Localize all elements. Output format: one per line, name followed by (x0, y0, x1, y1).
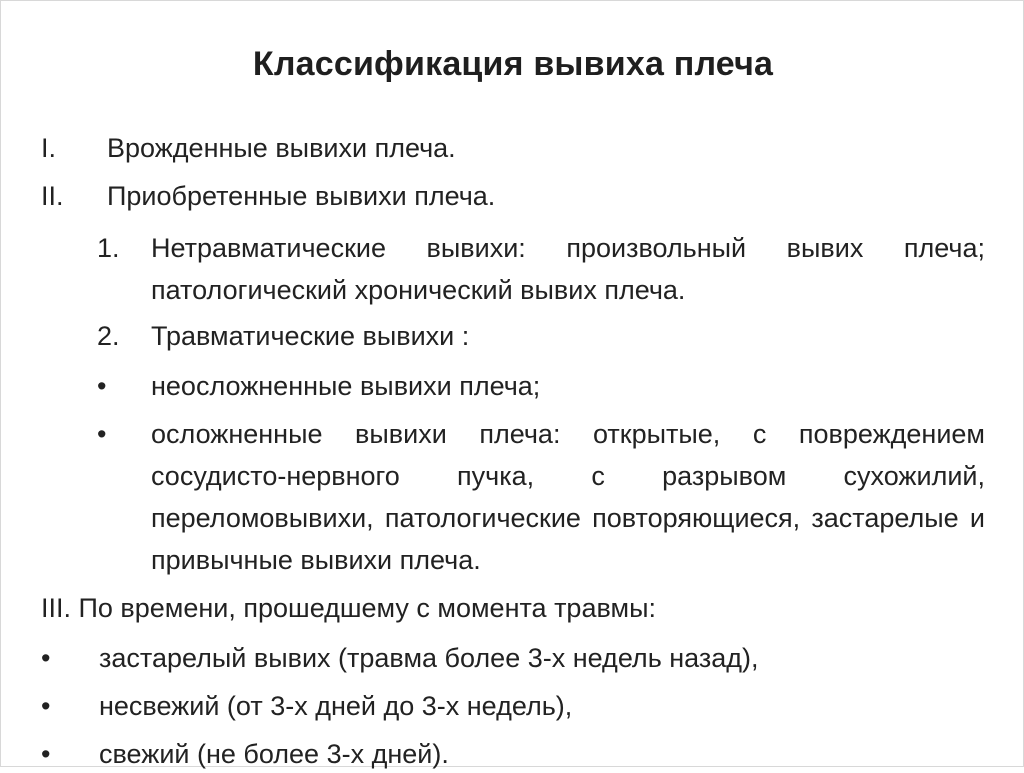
item-traumatic: Травматические вывихи : (151, 321, 470, 351)
bullet-marker: • (41, 643, 51, 673)
item-nontraumatic: Нетравматические вывихи: произвольный вывих плеча; патологический хронический вывих плеча. (151, 233, 985, 305)
bullet-marker: • (41, 691, 51, 721)
item-by-time: III. По времени, прошедшему с момента травмы: (41, 593, 656, 623)
bullet-marker: • (97, 419, 107, 449)
item-chronic: застарелый вывих (травма более 3-х недель назад), (99, 643, 759, 673)
item-fresh: свежий (не более 3-х дней). (99, 739, 449, 769)
item-complicated: осложненные вывихи плеча: открытые, с повреждением сосудисто-нервного пучка, с разрывом сухожилий, переломовывихи, патологические повторяющиеся, застарелые и привычные вывихи плеча. (151, 419, 985, 575)
bullet-marker: • (97, 371, 107, 401)
roman-marker-1: I. (41, 133, 57, 163)
number-marker-1: 1. (97, 233, 120, 263)
roman-marker-2: II. (41, 181, 64, 211)
item-acquired: Приобретенные вывихи плеча. (107, 181, 496, 211)
item-congenital: Врожденные вывихи плеча. (107, 133, 456, 163)
item-not-fresh: несвежий (от 3-х дней до 3-х недель), (99, 691, 573, 721)
bullet-marker: • (41, 739, 51, 769)
number-marker-2: 2. (97, 321, 120, 351)
slide-title: Классификация вывиха плеча (252, 45, 774, 83)
item-uncomplicated: неосложненные вывихи плеча; (151, 371, 541, 401)
